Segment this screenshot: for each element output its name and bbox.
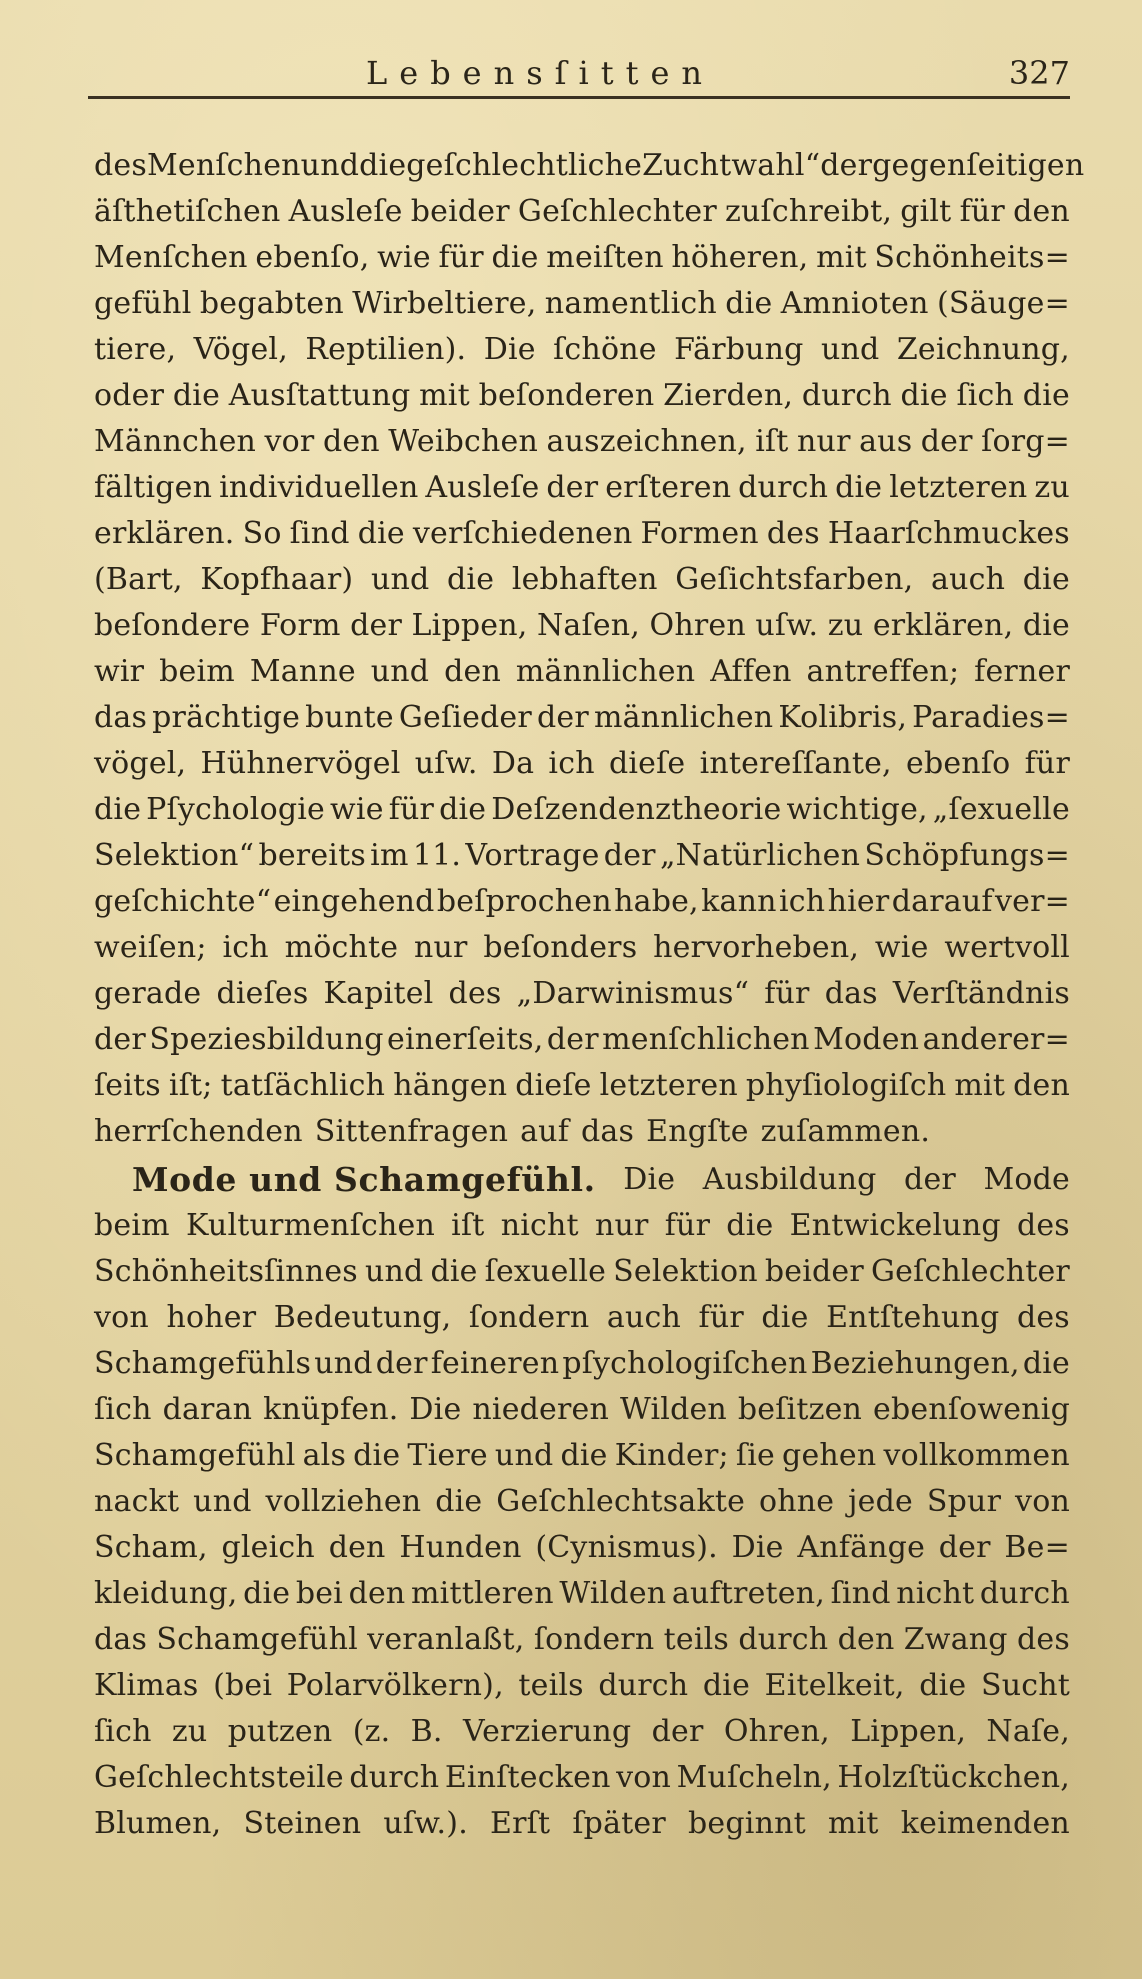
- text-line: ſich zu putzen (z. B. Verzierung der Ohren, Lippen, Naſe,: [94, 1714, 1070, 1749]
- text-line: Schamgefühl als die Tiere und die Kinder; ſie gehen vollkommen: [94, 1438, 1070, 1473]
- text-line: Schönheitsſinnes und die ſexuelle Selektion beider Geſchlechter: [94, 1254, 1070, 1289]
- running-head: [90, 52, 1070, 96]
- text-line: beim Kulturmenſchen iſt nicht nur für die Entwickelung des: [94, 1208, 1070, 1243]
- header-rule: [88, 96, 1070, 99]
- running-title: Lebensſitten: [366, 54, 714, 92]
- text-line: des Menſchen und die geſchlechtliche Zuchtwahl“ der gegenſeitigen: [94, 148, 1085, 183]
- text-line: weiſen; ich möchte nur beſonders hervorheben, wie wertvoll: [94, 930, 1070, 965]
- text-line: beſondere Form der Lippen, Naſen, Ohren uſw. zu erklären, die: [94, 608, 1070, 643]
- text-line: kleidung, die bei den mittleren Wilden auftreten, ſind nicht durch: [94, 1576, 1070, 1611]
- text-line: das prächtige bunte Geſieder der männlichen Kolibris, Paradies=: [94, 700, 1070, 735]
- text-line: äſthetiſchen Ausleſe beider Geſchlechter zuſchreibt, gilt für den: [94, 194, 1070, 229]
- page-number: 327: [1008, 54, 1070, 92]
- text-line: oder die Ausſtattung mit beſonderen Zierden, durch die ſich die: [94, 378, 1070, 413]
- text-line: ſich daran knüpfen. Die niederen Wilden beſitzen ebenſowenig: [94, 1392, 1070, 1427]
- text-line: Selektion“ bereits im 11. Vortrage der „Natürlichen Schöpfungs=: [94, 838, 1070, 873]
- text-line: erklären. So ſind die verſchiedenen Formen des Haarſchmuckes: [94, 516, 1070, 551]
- text-line: Blumen, Steinen uſw.). Erſt ſpäter beginnt mit keimenden: [94, 1806, 1070, 1841]
- text-line: Schamgefühls und der feineren pſychologiſchen Beziehungen, die: [94, 1346, 1070, 1381]
- body-text: [94, 143, 1085, 1847]
- text-line: das Schamgefühl veranlaßt, ſondern teils durch den Zwang des: [94, 1622, 1070, 1657]
- text-line: tiere, Vögel, Reptilien). Die ſchöne Färbung und Zeichnung,: [94, 332, 1070, 367]
- section-first-line: Mode und Schamgefühl. Die Ausbildung der Mode: [94, 1157, 1070, 1203]
- text-line: Klimas (bei Polarvölkern), teils durch die Eitelkeit, die Sucht: [94, 1668, 1070, 1703]
- text-line: Geſchlechtsteile durch Einſtecken von Muſcheln, Holzſtückchen,: [94, 1760, 1070, 1795]
- text-line: (Bart, Kopfhaar) und die lebhaften Geſichtsfarben, auch die: [94, 562, 1070, 597]
- text-line: die Pſychologie wie für die Deſzendenztheorie wichtige, „ſexuelle: [94, 792, 1070, 827]
- text-line: von hoher Bedeutung, ſondern auch für die Entſtehung des: [94, 1300, 1070, 1335]
- text-line: ſeits iſt; tatſächlich hängen dieſe letzteren phyſiologiſch mit den: [94, 1068, 1070, 1103]
- text-line: der Speziesbildung einerſeits, der menſchlichen Moden anderer=: [94, 1022, 1070, 1057]
- section-heading: Mode und Schamgefühl.: [132, 1160, 596, 1199]
- text-line: gefühl begabten Wirbeltiere, namentlich die Amnioten (Säuge=: [94, 286, 1070, 321]
- text-line: fältigen individuellen Ausleſe der erſteren durch die letzteren zu: [94, 470, 1070, 505]
- text-line: vögel, Hühnervögel uſw. Da ich dieſe intereſſante, ebenſo für: [94, 746, 1070, 781]
- text-line: herrſchenden Sittenfragen auf das Engſte zuſammen.: [94, 1114, 931, 1149]
- text-line: wir beim Manne und den männlichen Affen antreffen; ferner: [94, 654, 1070, 689]
- text-line: Menſchen ebenſo, wie für die meiſten höheren, mit Schönheits=: [94, 240, 1070, 275]
- text-line: nackt und vollziehen die Geſchlechtsakte ohne jede Spur von: [94, 1484, 1070, 1519]
- text-line: gerade dieſes Kapitel des „Darwinismus“ für das Verſtändnis: [94, 976, 1070, 1011]
- text-line: geſchichte“ eingehend beſprochen habe, kann ich hier darauf ver=: [94, 884, 1070, 919]
- text-line: Männchen vor den Weibchen auszeichnen, iſt nur aus der ſorg=: [94, 424, 1070, 459]
- text-line: Scham, gleich den Hunden (Cynismus). Die Anfänge der Be=: [94, 1530, 1070, 1565]
